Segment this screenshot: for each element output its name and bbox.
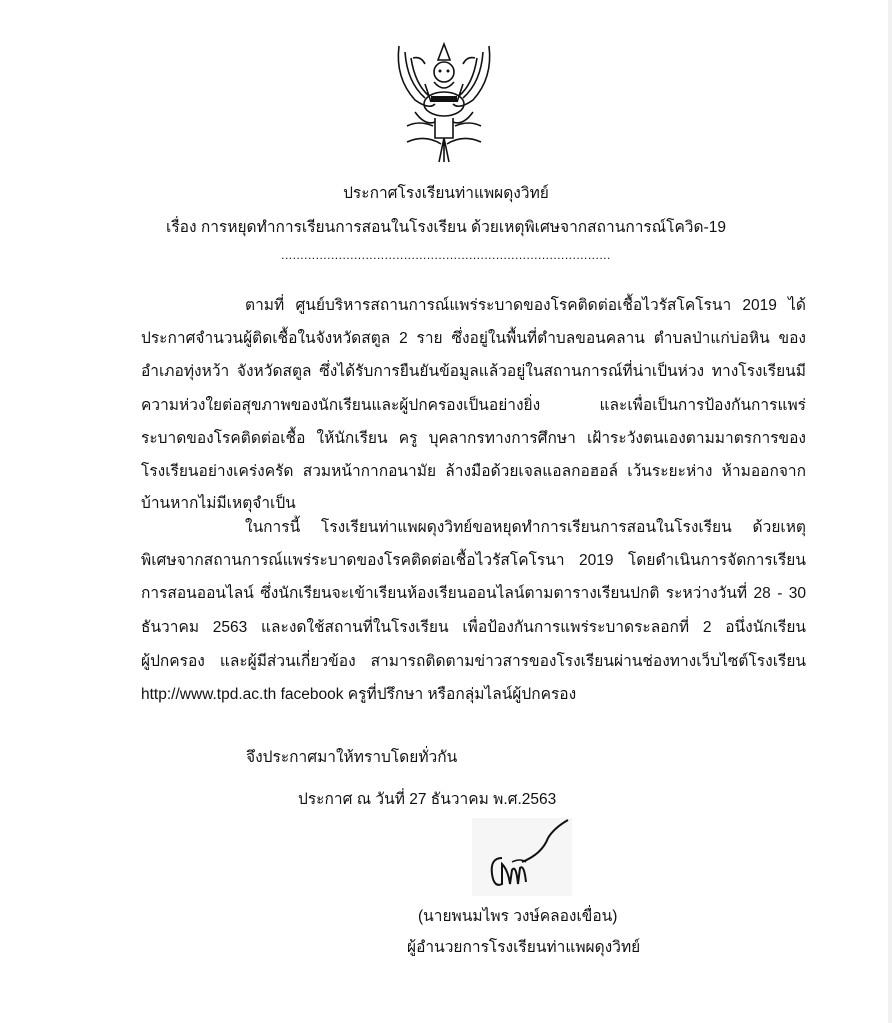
paragraph2-line: พิเศษจากสถานการณ์แพร่ระบาดของโรคติดต่อเชื้อไวรัสโคโรนา 2019 โดยดำเนินการจัดการเรียน — [141, 552, 806, 569]
divider-dots: ...................................................................................... — [281, 248, 611, 262]
paragraph1-line: บ้านหากไม่มีเหตุจำเป็น — [141, 495, 296, 512]
paragraph2-line: การสอนออนไลน์ ซึ่งนักเรียนจะเข้าเรียนห้องเรียนออนไลน์ตามตารางเรียนปกติ ระหว่างวันที่ 28 - 30 — [141, 585, 806, 602]
signature — [472, 818, 572, 896]
paragraph2-line: http://www.tpd.ac.th facebook ครูที่ปรึกษา หรือกลุ่มไลน์ผู้ปกครอง — [141, 686, 577, 703]
announcement-date: ประกาศ ณ วันที่ 27 ธันวาคม พ.ศ.2563 — [298, 791, 557, 808]
signer-name: (นายพนมไพร วงษ์คลองเขื่อน) — [418, 908, 618, 925]
garuda-emblem-icon — [385, 38, 503, 166]
paragraph1-line: ความห่วงใยต่อสุขภาพของนักเรียนและผู้ปกครองเป็นอย่างยิ่ง และเพื่อเป็นการป้องกันการแพร่ — [141, 397, 806, 414]
signature-icon — [472, 818, 572, 896]
page-edge — [888, 0, 892, 1023]
signer-title: ผู้อำนวยการโรงเรียนท่าแพผดุงวิทย์ — [407, 939, 641, 956]
paragraph1-line: ตามที่ ศูนย์บริหารสถานการณ์แพร่ระบาดของโรคติดต่อเชื้อไวรัสโคโรนา 2019 ได้ — [245, 297, 806, 314]
paragraph1-line: ประกาศจำนวนผู้ติดเชื้อในจังหวัดสตูล 2 ราย ซึ่งอยู่ในพื้นที่ตำบลขอนคลาน ตำบลป่าแก่บ่อหิน ของ — [141, 330, 806, 347]
announcement-title: ประกาศโรงเรียนท่าแพผดุงวิทย์ — [343, 185, 549, 202]
closing-statement: จึงประกาศมาให้ทราบโดยทั่วกัน — [246, 749, 458, 766]
paragraph2-line: ในการนี้ โรงเรียนท่าแพผดุงวิทย์ขอหยุดทำการเรียนการสอนในโรงเรียน ด้วยเหตุ — [245, 519, 806, 536]
paragraph1-line: อำเภอทุ่งหว้า จังหวัดสตูล ซึ่งได้รับการยืนยันข้อมูลแล้วอยู่ในสถานการณ์ที่น่าเป็นห่วง ทางโรงเรียนมี — [141, 363, 806, 380]
paragraph2-line: ผู้ปกครอง และผู้มีส่วนเกี่ยวข้อง สามารถติดตามข่าวสารของโรงเรียนผ่านช่องทางเว็บไซต์โรงเรียน — [141, 653, 806, 670]
paragraph2-line: ธันวาคม 2563 และงดใช้สถานที่ในโรงเรียน เพื่อป้องกันการแพร่ระบาดระลอกที่ 2 อนึ่งนักเรียน — [141, 619, 806, 636]
paragraph1-line: โรงเรียนอย่างเคร่งครัด สวมหน้ากากอนามัย ล้างมือด้วยเจลแอลกอฮอล์ เว้นระยะห่าง ห้ามออกจาก — [141, 463, 806, 480]
paragraph1-line: ระบาดของโรคติดต่อเชื้อ ให้นักเรียน ครู บุคลากรทางการศึกษา เฝ้าระวังตนเองตามมาตรการของ — [141, 430, 806, 447]
announcement-subject: เรื่อง การหยุดทำการเรียนการสอนในโรงเรียน ด้วยเหตุพิเศษจากสถานการณ์โควิด-19 — [166, 219, 726, 236]
